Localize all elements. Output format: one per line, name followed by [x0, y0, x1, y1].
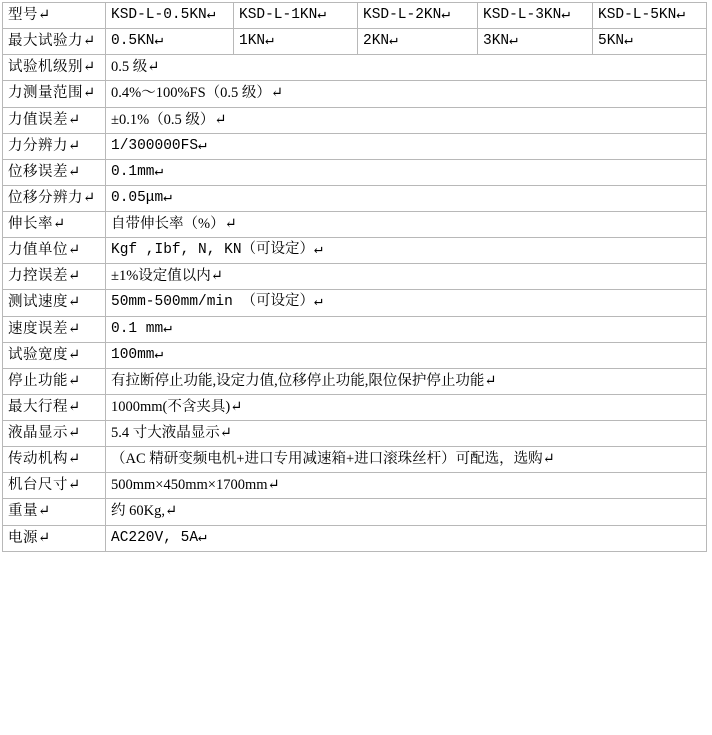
capacity-cell-2: 1KN↵ [234, 29, 358, 55]
row-label: 力值误差↵ [3, 107, 106, 133]
table-row [3, 473, 707, 499]
table-row [3, 238, 707, 264]
table-row [3, 394, 707, 420]
row-label: 传动机构↵ [3, 447, 106, 473]
model-cell-5: KSD-L-5KN↵ [593, 3, 707, 29]
table-row [3, 421, 707, 447]
table-row [3, 342, 707, 368]
row-label: 最大行程↵ [3, 394, 106, 420]
row-value: 有拉断停止功能,设定力值,位移停止功能,限位保护停止功能↵ [106, 368, 707, 394]
table-row [3, 447, 707, 473]
row-label: 重量↵ [3, 499, 106, 525]
row-value: 1/300000FS↵ [106, 133, 707, 159]
specification-table [2, 2, 707, 552]
row-label: 伸长率↵ [3, 212, 106, 238]
row-label: 试验机级别↵ [3, 55, 106, 81]
row-value: 0.4%～100%FS（0.5 级）↵ [106, 81, 707, 107]
row-label: 电源↵ [3, 525, 106, 551]
row-value: Kgf ,Ibf, N, KN（可设定）↵ [106, 238, 707, 264]
table-row [3, 185, 707, 211]
capacity-cell-4: 3KN↵ [478, 29, 593, 55]
row-value: 0.1mm↵ [106, 159, 707, 185]
row-label: 速度误差↵ [3, 316, 106, 342]
row-label: 位移误差↵ [3, 159, 106, 185]
row-label: 试验宽度↵ [3, 342, 106, 368]
table-row [3, 316, 707, 342]
model-cell-2: KSD-L-1KN↵ [234, 3, 358, 29]
row-label: 最大试验力↵ [3, 29, 106, 55]
row-label: 位移分辨力↵ [3, 185, 106, 211]
row-value: 1000mm(不含夹具)↵ [106, 394, 707, 420]
model-cell-3: KSD-L-2KN↵ [358, 3, 478, 29]
table-row [3, 133, 707, 159]
table-row [3, 525, 707, 551]
table-row [3, 55, 707, 81]
table-row [3, 159, 707, 185]
capacity-cell-3: 2KN↵ [358, 29, 478, 55]
row-label: 型号↵ [3, 3, 106, 29]
capacity-cell-5: 5KN↵ [593, 29, 707, 55]
row-value: 自带伸长率（%）↵ [106, 212, 707, 238]
table-row-capacity [3, 29, 707, 55]
table-row [3, 264, 707, 290]
capacity-cell-1: 0.5KN↵ [106, 29, 234, 55]
table-row [3, 499, 707, 525]
table-row-model [3, 3, 707, 29]
row-value: 500mm×450mm×1700mm↵ [106, 473, 707, 499]
table-row [3, 290, 707, 316]
table-body [3, 3, 707, 552]
row-label: 力控误差↵ [3, 264, 106, 290]
row-value: 5.4 寸大液晶显示↵ [106, 421, 707, 447]
row-label: 机台尺寸↵ [3, 473, 106, 499]
table-row [3, 81, 707, 107]
row-value: 0.5 级↵ [106, 55, 707, 81]
row-label: 测试速度↵ [3, 290, 106, 316]
row-label: 力测量范围↵ [3, 81, 106, 107]
row-value: 100mm↵ [106, 342, 707, 368]
row-value: 0.1 mm↵ [106, 316, 707, 342]
row-value: （AC 精研变频电机+进口专用减速箱+进口滚珠丝杆）可配选，选购↵ [106, 447, 707, 473]
row-value: ±1%设定值以内↵ [106, 264, 707, 290]
row-label: 力值单位↵ [3, 238, 106, 264]
row-value: AC220V, 5A↵ [106, 525, 707, 551]
row-value: 约 60Kg,↵ [106, 499, 707, 525]
table-row [3, 212, 707, 238]
row-label: 停止功能↵ [3, 368, 106, 394]
row-value: ±0.1%（0.5 级）↵ [106, 107, 707, 133]
row-label: 力分辨力↵ [3, 133, 106, 159]
model-cell-4: KSD-L-3KN↵ [478, 3, 593, 29]
row-value: 0.05μm↵ [106, 185, 707, 211]
row-label: 液晶显示↵ [3, 421, 106, 447]
row-value: 50mm-500mm/min （可设定）↵ [106, 290, 707, 316]
model-cell-1: KSD-L-0.5KN↵ [106, 3, 234, 29]
table-row [3, 368, 707, 394]
table-row [3, 107, 707, 133]
